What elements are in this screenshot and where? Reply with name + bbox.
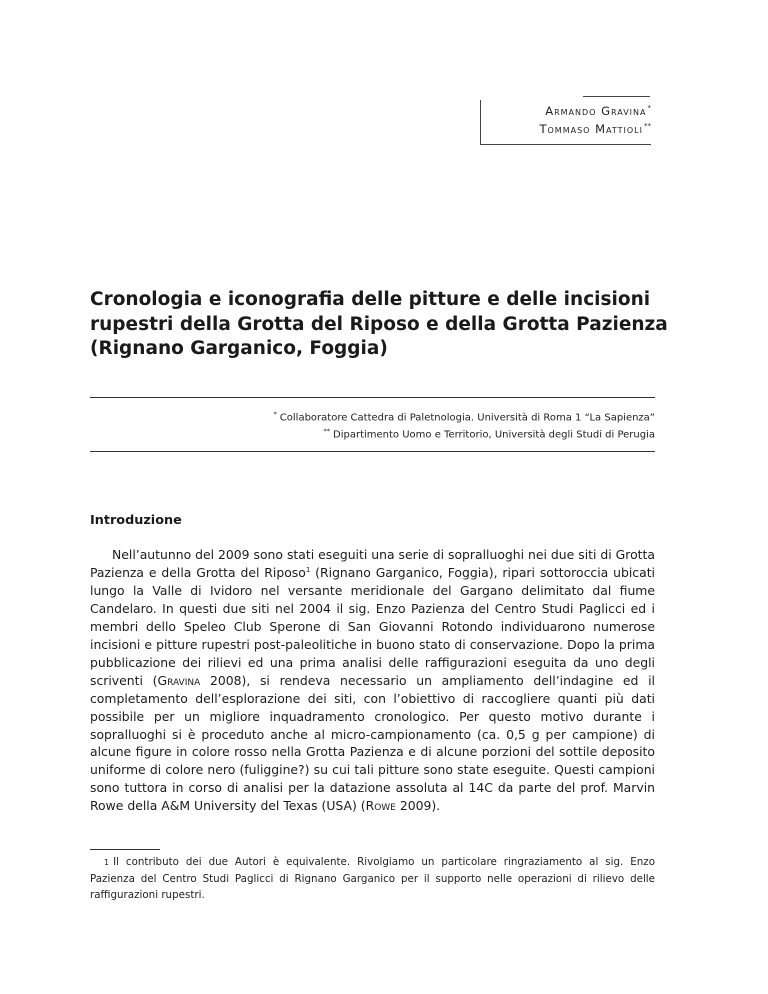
author-name: Tommaso Mattioli** [539,122,651,136]
body-paragraph: Nell’autunno del 2009 sono stati eseguiti una serie di sopralluoghi nei due siti di Grotta Pazienza e della Grotta del Riposo$^1$ (Rignano Garganico, Foggia), ripari sottoroccia ubicati lungo la Valle di Ividoro nel versante meridionale del Gargano delimitato dal fiume Candelaro. In questi due siti nel 2004 il sig. Enzo Pazienza del Centro Studi Paglicci ed i membri dello Speleo Club Sperone di San Giovanni Rotondo individuarono numerose incisioni e pitture rupestri post-paleolitiche in buono stato di conservazione. Dopo la prima pubblicazione dei rilievi ed una prima analisi delle raffigurazioni eseguita da uno degli scriventi (Gravina 2008), si rendeva necessario un ampliamento dell’indagine ed il completamento dell’esplorazione dei siti, con l’obiettivo di raccogliere quanti più dati possibile per un migliore inquadramento cronologico. Per questo motivo durante i sopralluoghi si è proceduto anche al micro-campionamento (ca. 0,5 g per campione) di alcune figure in colore rosso nella Grotta Pazienza e di alcune porzioni del sottile deposito uniforme di colore nero (fuliggine?) su cui tali pitture sono state eseguite. Questi campioni sono tuttora in corso di analisi per la datazione assoluta al 14C da parte del prof. Marvin Rowe della A&M University del Texas (USA) (Rowe 2009). [90,547,655,814]
footnote: 1 Il contributo dei due Autori è equivalente. Rivolgiamo un particolare ringraziamento al sig. Enzo Pazienza del Centro Studi Paglicci di Rignano Garganico per il supporto nelle operazioni di rilievo delle raffigurazioni rupestri. [90,856,655,901]
divider-top [90,397,655,398]
author-box-top-rule [583,96,650,97]
affiliation: * Collaboratore Cattedra di Paletnologia. Università di Roma 1 “La Sapienza” [273,410,655,424]
affiliation: ** Dipartimento Uomo e Territorio, Università degli Studi di Perugia [323,427,655,441]
author-name: Armando Gravina* [545,104,651,118]
citation-author: Gravina [157,672,201,688]
footnote-number: 1 [104,858,110,867]
author-box [480,100,651,145]
footnote-reference: 1 [305,565,311,574]
citation-author: Rowe [365,798,396,814]
paper-title: Cronologia e iconografia delle pitture e delle incisioni rupestri della Grotta del Riposo e della Grotta Pazienza (Rignano Garganico, Foggia) [90,289,668,359]
divider-bottom [90,451,655,452]
section-heading: Introduzione [90,513,182,528]
footnote-rule [90,849,160,850]
